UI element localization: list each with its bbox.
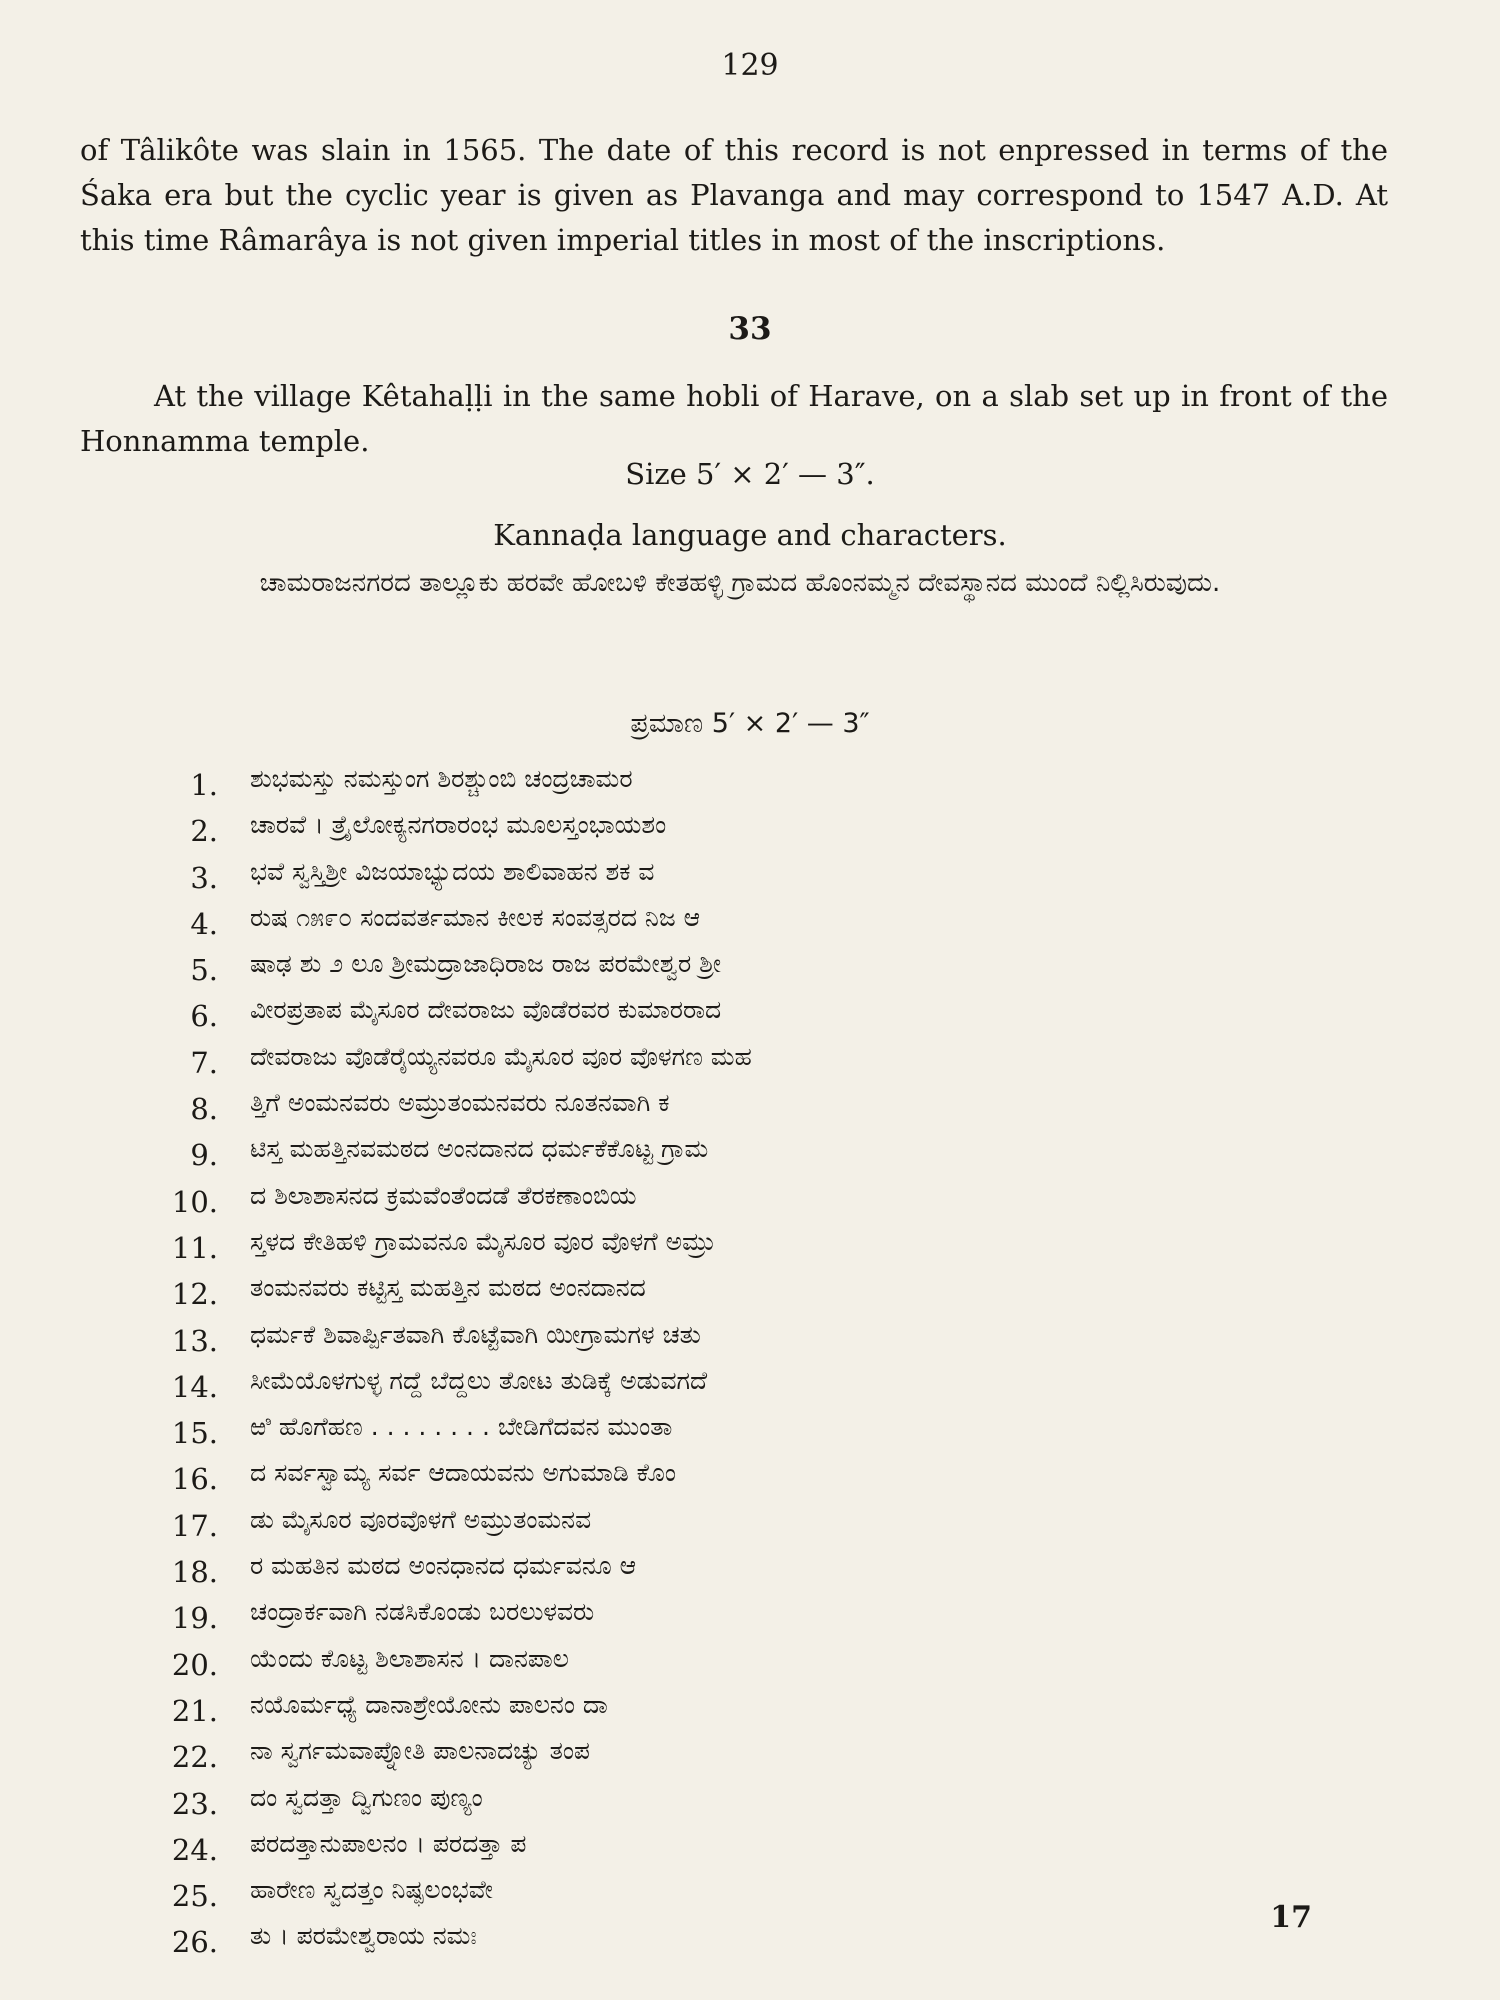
line-number: 1. (190, 768, 218, 802)
inscription-line (150, 1825, 1300, 1871)
line-number: 26. (171, 1925, 218, 1960)
line-number: 3. (190, 860, 218, 895)
line-text: ಧರ್ಮಕೆ ಶಿವಾರ್ಪ್ಪಿತವಾಗಿ ಕೊಟ್ಟೆವಾಗಿ ಯೀಗ್ರಾಮಗಳ ಚತು (250, 1319, 701, 1349)
inscription-line (150, 1130, 1300, 1176)
line-number: 10. (171, 1184, 218, 1219)
inscription-line (150, 1779, 1300, 1825)
line-text: ಟಿಸ್ತ ಮಹತ್ತಿನವಮಠದ ಅಂನದಾನದ ಧರ್ಮಕೆಕೊಟ್ಟ ಗ್ರಾಮ (250, 1134, 709, 1164)
line-text: ತಂಮನವರು ಕಟ್ಟಿಸ್ತ ಮಹತ್ತಿನ ಮಠದ ಅಂನದಾನದ (250, 1273, 646, 1303)
inscription-line (150, 1084, 1300, 1130)
line-text: ಚಂದ್ರಾರ್ಕವಾಗಿ ನಡಸಿಕೊಂಡು ಬರಲುಳವರು (250, 1597, 595, 1627)
inscription-line (150, 1871, 1300, 1917)
line-text: ತ್ತಿಗೆ ಅಂಮನವರು ಅಮ್ರುತಂಮನವರು ನೂತನವಾಗಿ ಕ (250, 1088, 670, 1118)
inscription-line (150, 1686, 1300, 1732)
line-text: ರುಷ ೧೫೯೦ ಸಂದವರ್ತಮಾನ ಕೀಲಕ ಸಂವತ್ಸರದ ನಿಜ ಆ (250, 902, 701, 932)
line-text: ಪರದತ್ತಾನುಪಾಲನಂ । ಪರದತ್ತಾ ಪ (250, 1828, 527, 1858)
line-number: 9. (190, 1138, 218, 1173)
line-text: ರ ಮಹತಿನ ಮಠದ ಅಂನಧಾನದ ಧರ್ಮವನೂ ಆ (250, 1551, 637, 1581)
kannada-heading: ಚಾಮರಾಜನಗರದ ತಾಲ್ಲೂಕು ಹರವೇ ಹೋಬಳಿ ಕೇತಹಳ್ಳಿ ಗ್ರಾಮದ ಹೊಂನಮ್ಮನ ದೇವಸ್ಥಾನದ ಮುಂದೆ ನಿಲ್ಲಿಸಿರುವುದು. (259, 568, 1221, 598)
line-number: 17. (171, 1508, 218, 1543)
line-text: ದ ಸರ್ವಸ್ವಾಮ್ಯ ಸರ್ವ ಆದಾಯವನು ಅಗುಮಾಡಿ ಕೊಂ (250, 1458, 676, 1488)
line-number: 8. (190, 1092, 218, 1127)
inscription-line (150, 1408, 1300, 1454)
location-paragraph: At the village Kêtahaḷḷi in the same hobli of Harave, on a slab set up in front of the Honnamma temple. (80, 379, 1388, 458)
record-number: 33 (728, 311, 772, 347)
line-number: 22. (171, 1740, 218, 1775)
inscription-line (150, 1269, 1300, 1315)
inscription-line (150, 899, 1300, 945)
inscription-line (150, 760, 1300, 806)
line-number: 24. (171, 1832, 218, 1867)
line-number: 2. (190, 814, 218, 849)
line-number: 15. (171, 1416, 218, 1451)
inscription-lines (150, 760, 1300, 1964)
inscription-line (150, 1362, 1300, 1408)
line-number: 19. (171, 1601, 218, 1636)
line-text: ಱಿ ಹೊಗೆಹಣ . . . . . . . . ಬೇಡಿಗೆದವನ ಮುಂತಾ (250, 1412, 673, 1442)
line-text: ಹಾರೇಣ ಸ್ವದತ್ತಂ ನಿಷ್ಫಲಂಭವೇ (250, 1875, 493, 1905)
line-text: ದ ಶಿಲಾಶಾಸನದ ಕ್ರಮವೆಂತೆಂದಡೆ ತೆರಕಣಾಂಬಿಯ (250, 1180, 637, 1210)
inscription-line (150, 1454, 1300, 1500)
inscription-line (150, 1593, 1300, 1639)
size-line: Size 5′ × 2′ — 3″. (625, 457, 875, 491)
line-text: ತು । ಪರಮೇಶ್ವರಾಯ ನಮಃ (250, 1921, 477, 1951)
line-number: 23. (171, 1786, 218, 1821)
line-number: 25. (171, 1879, 218, 1914)
line-text: ವೀರಪ್ರತಾಪ ಮೈಸೂರ ದೇವರಾಜು ವೊಡೆರವರ ಕುಮಾರರಾದ (250, 995, 722, 1025)
footer-number: 17 (1270, 1900, 1312, 1935)
inscription-line (150, 1223, 1300, 1269)
line-number: 4. (190, 906, 218, 941)
inscription-line (150, 945, 1300, 991)
line-text: ದೇವರಾಜು ವೊಡೆರೈಯ್ಯನವರೂ ಮೈಸೂರ ವೂರ ವೊಳಗಣ ಮಹ (250, 1041, 752, 1071)
line-number: 18. (171, 1555, 218, 1590)
inscription-line (150, 1640, 1300, 1686)
line-number: 7. (190, 1045, 218, 1080)
inscription-line (150, 1547, 1300, 1593)
inscription-line (150, 1917, 1300, 1963)
line-number: 14. (171, 1369, 218, 1404)
line-text: ಭವೆ ಸ್ವಸ್ತಿಶ್ರೀ ವಿಜಯಾಭ್ಯುದಯ ಶಾಲಿವಾಹನ ಶಕ ವ (250, 856, 655, 886)
line-number: 5. (190, 953, 218, 988)
line-text: ಚಾರವೆ । ತ್ರೈಲೋಕ್ಯನಗರಾರಂಭ ಮೂಲಸ್ತಂಭಾಯಶಂ (250, 810, 667, 840)
line-text: ನಾ ಸ್ವರ್ಗಮವಾಪ್ನೋತಿ ಪಾಲನಾದಚ್ಯು ತಂಪ (250, 1736, 590, 1766)
line-number: 21. (171, 1693, 218, 1728)
inscription-line (150, 991, 1300, 1037)
inscription-line (150, 1732, 1300, 1778)
inscription-line (150, 1177, 1300, 1223)
inscription-line (150, 806, 1300, 852)
kannada-measure: ಪ್ರಮಾಣ 5′ × 2′ — 3″ (630, 708, 870, 739)
inscription-line (150, 1316, 1300, 1362)
line-text: ನಯೊರ್ಮಧ್ಯೆ ದಾನಾಶ್ರೇಯೋನು ಪಾಲನಂ ದಾ (250, 1689, 608, 1719)
line-text: ಷಾಢ ಶು ೨ ಲೂ ಶ್ರೀಮದ್ರಾಜಾಧಿರಾಜ ರಾಜ ಪರಮೇಶ್ವರ ಶ್ರೀ (250, 949, 722, 979)
inscription-line (150, 853, 1300, 899)
line-number: 13. (171, 1323, 218, 1358)
line-number: 6. (190, 999, 218, 1034)
line-number: 16. (171, 1462, 218, 1497)
inscription-line (150, 1038, 1300, 1084)
language-line: Kannaḍa language and characters. (493, 518, 1007, 552)
line-text: ಸ್ತಳದ ಕೇತಿಹಳಿ ಗ್ರಾಮವನೂ ಮೈಸೂರ ವೂರ ವೊಳಗೆ ಅಮ್ರು (250, 1226, 715, 1256)
page-number: 129 (721, 48, 779, 83)
line-number: 11. (171, 1230, 218, 1265)
line-number: 12. (171, 1277, 218, 1312)
line-text: ಡು ಮೈಸೂರ ವೂರವೊಳಗೆ ಅಮ್ರುತಂಮನವ (250, 1504, 592, 1534)
line-text: ದಂ ಸ್ವದತ್ತಾ ದ್ವಿಗುಣಂ ಪುಣ್ಯಂ (250, 1782, 483, 1812)
line-text: ಸೀಮೆಯೊಳಗುಳ್ಳ ಗದ್ದೆ ಬೆದ್ದಲು ತೋಟ ತುಡಿಕ್ಕೆ ಅಡುವಗದೆ (250, 1365, 708, 1395)
line-text: ಯೆಂದು ಕೊಟ್ಟ ಶಿಲಾಶಾಸನ । ದಾನಪಾಲ (250, 1643, 569, 1673)
intro-paragraph: of Tâlikôte was slain in 1565. The date of this record is not enpressed in terms of the Śaka era but the cyclic year is given as Plavanga and may correspond to 1547 A.D. At this time Râmarâya is not given imperial titles in most of the inscriptions. (80, 133, 1388, 257)
line-text: ಶುಭಮಸ್ತು ನಮಸ್ತುಂಗ ಶಿರಶ್ಚುಂಬಿ ಚಂದ್ರಚಾಮರ (250, 764, 633, 793)
inscription-line (150, 1501, 1300, 1547)
line-number: 20. (171, 1647, 218, 1682)
